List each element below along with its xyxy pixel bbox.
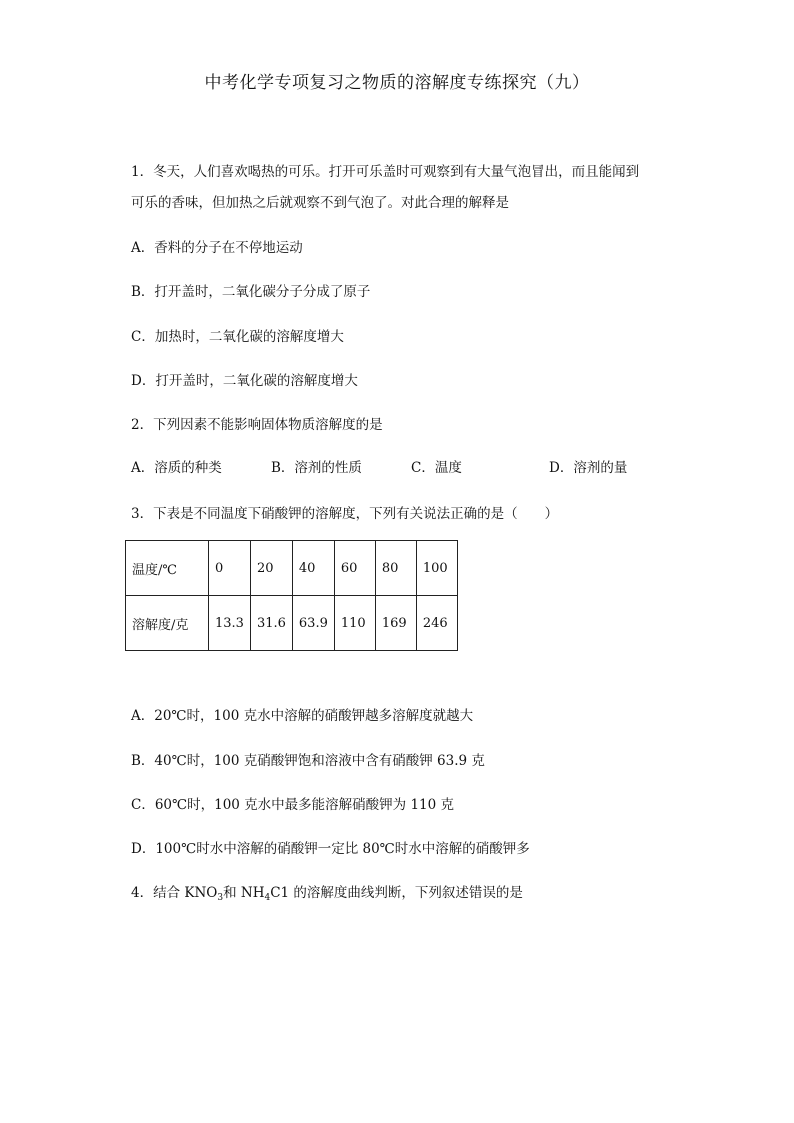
q2-option-c: C．温度 — [411, 460, 462, 476]
q1-option-b: B．打开盖时，二氧化碳分子分成了原子 — [131, 284, 371, 300]
table-cell: 31.6 — [250, 596, 292, 651]
q2-stem: 2．下列因素不能影响固体物质溶解度的是 — [131, 417, 383, 433]
table-cell: 80 — [375, 541, 416, 596]
table-cell: 169 — [375, 596, 416, 651]
table-cell: 40 — [292, 541, 334, 596]
table-cell: 13.3 — [209, 596, 251, 651]
q4-subscript-2: 4 — [264, 893, 271, 903]
q2-option-d: D．溶剂的量 — [549, 460, 628, 476]
q1-option-a: A．香料的分子在不停地运动 — [131, 240, 303, 256]
table-header-solubility: 溶解度/克 — [126, 596, 209, 651]
q1-option-d: D．打开盖时，二氧化碳的溶解度增大 — [131, 373, 358, 389]
table-cell: 60 — [334, 541, 375, 596]
q2-option-b: B．溶剂的性质 — [271, 460, 362, 476]
table-cell: 100 — [416, 541, 457, 596]
solubility-table — [125, 540, 458, 651]
q1-stem-line1: 1．冬天，人们喜欢喝热的可乐。打开可乐盖时可观察到有大量气泡冒出，而且能闻到 — [131, 164, 640, 180]
table-row — [126, 596, 458, 651]
q3-stem: 3．下表是不同温度下硝酸钾的溶解度，下列有关说法正确的是（ ） — [131, 506, 559, 522]
q4-subscript-1: 3 — [217, 893, 224, 903]
q4-stem-mid: 和 NH — [223, 885, 265, 901]
q1-option-c: C．加热时，二氧化碳的溶解度增大 — [131, 329, 344, 345]
table-cell: 20 — [250, 541, 292, 596]
q4-stem-suffix: C1 的溶解度曲线判断，下列叙述错误的是 — [270, 885, 523, 901]
table-header-temperature: 温度/℃ — [126, 541, 209, 596]
table-cell: 63.9 — [292, 596, 334, 651]
table-row — [126, 541, 458, 596]
q1-stem-line2: 可乐的香味，但加热之后就观察不到气泡了。对此合理的解释是 — [131, 195, 509, 211]
q2-options — [131, 456, 691, 476]
q3-option-c: C．60℃时，100 克水中最多能溶解硝酸钾为 110 克 — [131, 797, 455, 813]
q2-option-a: A．溶质的种类 — [131, 460, 222, 476]
table-cell: 110 — [334, 596, 375, 651]
table-cell: 246 — [416, 596, 457, 651]
q3-option-a: A．20℃时，100 克水中溶解的硝酸钾越多溶解度就越大 — [131, 708, 474, 724]
q4-stem-prefix: 4．结合 KNO — [131, 885, 218, 901]
page-title: 中考化学专项复习之物质的溶解度专练探究（九） — [204, 73, 590, 93]
q3-option-b: B．40℃时，100 克硝酸钾饱和溶液中含有硝酸钾 63.9 克 — [131, 753, 485, 769]
q3-option-d: D．100℃时水中溶解的硝酸钾一定比 80℃时水中溶解的硝酸钾多 — [131, 841, 530, 857]
table-cell: 0 — [209, 541, 251, 596]
q4-stem — [131, 881, 523, 903]
